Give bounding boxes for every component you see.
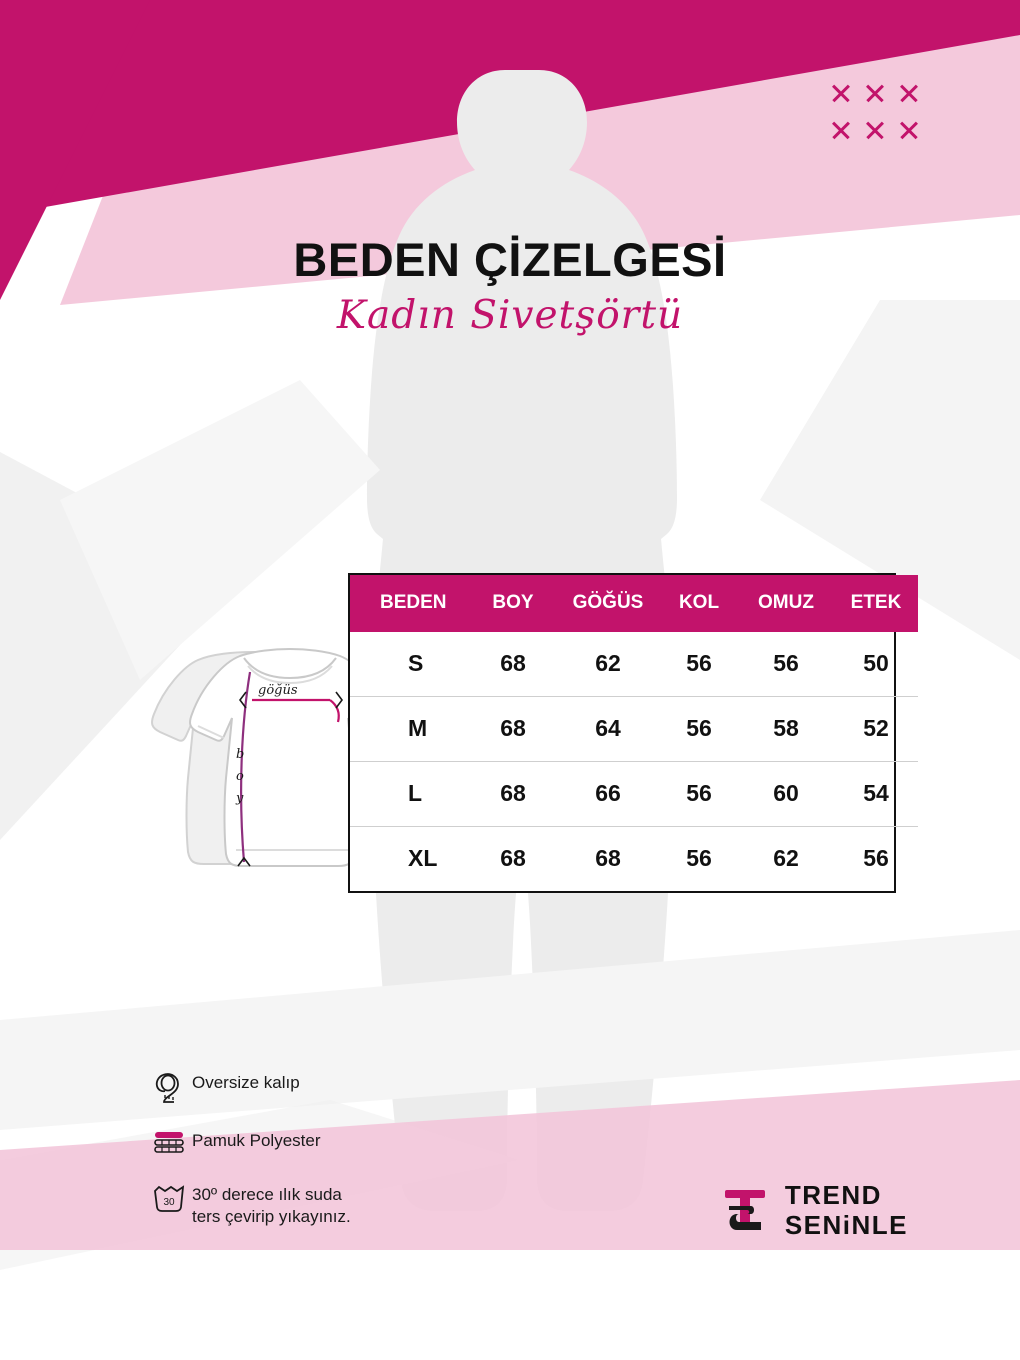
cell-omuz: 62 — [773, 845, 799, 871]
x-mark-icon — [898, 82, 920, 104]
x-mark-icon — [898, 119, 920, 141]
cell-boy: 68 — [470, 697, 556, 762]
cell-omuz: 58 — [738, 697, 834, 762]
x-mark-icon — [830, 119, 852, 141]
cell-etek: 52 — [834, 697, 918, 762]
cell-boy: 68 — [500, 845, 526, 871]
cell-etek: 56 — [863, 845, 889, 871]
cell-boy: 68 — [470, 632, 556, 697]
table-row — [350, 697, 918, 762]
feature-label-fit: Oversize kalıp — [192, 1073, 300, 1092]
cell-gogus: 62 — [556, 632, 660, 697]
x-mark-cluster — [830, 82, 928, 152]
brand-line-1: TREND — [784, 1180, 882, 1210]
cell-kol: 56 — [660, 632, 738, 697]
title-block — [0, 232, 1020, 338]
cell-gogus: 68 — [595, 845, 621, 871]
column-header-kol: KOL — [660, 575, 738, 632]
cell-omuz: 60 — [738, 762, 834, 827]
ts-monogram-icon — [719, 1184, 771, 1236]
column-header-boy: BOY — [470, 575, 556, 632]
column-header-gogus: GÖĞÜS — [556, 575, 660, 632]
page-title: BEDEN ÇİZELGESİ — [293, 233, 727, 286]
white-bottom-strip — [0, 1270, 1020, 1360]
feature-item-fabric — [146, 1126, 476, 1158]
table-row — [350, 762, 918, 827]
folded-fabric-icon — [146, 1126, 192, 1158]
brand-logo — [719, 1182, 908, 1238]
wash-line-2: ters çevirip yıkayınız. — [192, 1206, 351, 1226]
column-header-omuz: OMUZ — [738, 575, 834, 632]
body-label-o: o — [236, 769, 244, 784]
chest-label: göğüs — [258, 683, 298, 698]
size-table-container — [348, 573, 902, 893]
wash-30-icon — [146, 1180, 192, 1214]
cell-boy: 68 — [470, 762, 556, 827]
feature-list — [146, 1068, 476, 1250]
table-row — [350, 827, 918, 892]
cell-beden: XL — [408, 845, 438, 871]
svg-text:30: 30 — [163, 1197, 175, 1208]
brand-line-2: SENiNLE — [784, 1210, 908, 1240]
brand-text — [785, 1182, 908, 1238]
feature-item-wash — [146, 1180, 476, 1228]
cell-kol: 56 — [660, 762, 738, 827]
cell-etek: 54 — [834, 762, 918, 827]
cell-etek: 50 — [834, 632, 918, 697]
cell-gogus: 64 — [556, 697, 660, 762]
cell-beden: L — [350, 762, 470, 827]
feature-label-wash — [192, 1180, 351, 1228]
feature-item-fit — [146, 1068, 476, 1104]
x-mark-icon — [830, 82, 852, 104]
cell-kol: 56 — [686, 845, 712, 871]
page-subtitle: Kadın Sivetşörtü — [336, 293, 684, 338]
wash-line-1: 30º derece ılık suda — [192, 1185, 342, 1204]
column-header-etek: ETEK — [834, 575, 918, 632]
cell-beden: M — [350, 697, 470, 762]
cell-gogus: 66 — [556, 762, 660, 827]
column-header-beden: BEDEN — [350, 575, 470, 632]
body-label-b: b — [236, 747, 245, 762]
x-mark-icon — [864, 119, 886, 141]
body-label-y: y — [236, 791, 244, 806]
cell-kol: 56 — [660, 697, 738, 762]
feature-label-fabric: Pamuk Polyester — [192, 1131, 321, 1150]
cell-beden: S — [350, 632, 470, 697]
cell-omuz: 56 — [738, 632, 834, 697]
table-header-row — [350, 575, 918, 632]
tape-measure-icon — [146, 1068, 192, 1104]
table-row — [350, 632, 918, 697]
size-table — [350, 575, 918, 891]
x-mark-icon — [864, 82, 886, 104]
